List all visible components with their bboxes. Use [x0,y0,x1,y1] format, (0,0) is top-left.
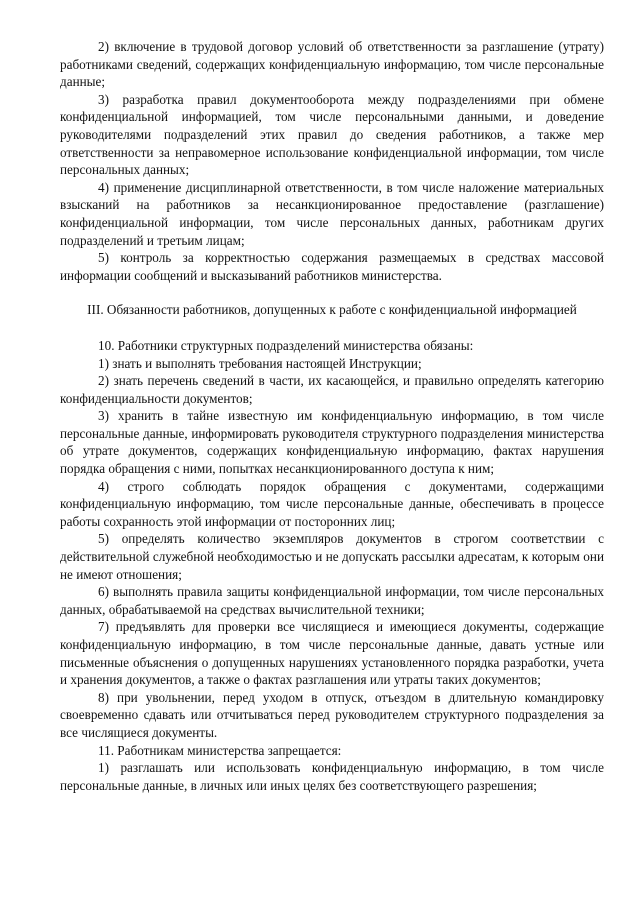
paragraph: 7) предъявлять для проверки все числящиеся и имеющиеся документы, содержащие конфиденциальную информацию, в том числе персональные данные, давать устные или письменные объяснения о допущенных нарушениях установленного порядка разработки, учета и хранения документов, а также о фактах разглашения или утраты таких документов; [60,619,604,688]
paragraph: 11. Работникам министерства запрещается: [98,742,342,758]
paragraph: 2) включение в трудовой договор условий об ответственности за разглашение (утрату) работниками сведений, содержащих конфиденциальную информацию, том числе персональные данные; [60,39,604,90]
paragraph: 4) строго соблюдать порядок обращения с документами, содержащими конфиденциальную информацию, том числе персональные данные, обеспечивать в процессе работы сохранность этой информации от посторонних лиц; [60,478,604,529]
paragraph: 5) определять количество экземпляров документов в строгом соответствии с действительной служебной необходимостью и не допускать рассылки адресатам, к которым они не имеют отношения; [60,531,604,582]
paragraph: 2) знать перечень сведений в части, их касающейся, и правильно определять категорию конфиденциальности документов; [60,373,604,406]
paragraph: 8) при увольнении, перед уходом в отпуск, отъездом в длительную командировку своевременно сдавать или отчитываться перед руководителем структурного подразделения за все числящиеся документы. [60,689,604,740]
paragraph: 6) выполнять правила защиты конфиденциальной информации, том числе персональных данных, обрабатываемой на средствах вычислительной техники; [60,584,604,617]
paragraph: 1) разглашать или использовать конфиденциальную информацию, в том числе персональные данные, в личных или иных целях без соответствующего разрешения; [60,760,604,793]
paragraphs-after [60,337,604,794]
paragraph: 3) разработка правил документооборота между подразделениями при обмене конфиденциальной информацией, том числе персональными данными, и доведение руководителями подразделений этих правил до сведения работников, а также мер ответственности за неправомерное использование конфиденциальной информации, том числе персональных данных; [60,91,604,178]
paragraph: 1) знать и выполнять требования настоящей Инструкции; [98,355,422,371]
paragraphs-before [60,38,604,284]
paragraph: 4) применение дисциплинарной ответственности, в том числе наложение материальных взысканий на работников за несанкционированное предоставление (разглашение) конфиденциальной информации, том числе персональных данных, работникам других подразделений и третьим лицам; [60,179,604,248]
section-heading: III. Обязанности работников, допущенных к работе с конфиденциальной информацией [87,302,577,318]
paragraph: 10. Работники структурных подразделений министерства обязаны: [98,337,474,353]
paragraph: 5) контроль за корректностью содержания размещаемых в средствах массовой информации сообщений и высказываний работников министерства. [60,250,604,283]
paragraph: 3) хранить в тайне известную им конфиденциальную информацию, в том числе персональные данные, информировать руководителя структурного подразделения министерства об утрате документов, содержащих конфиденциальную информацию, фактах нарушения порядка обращения с ними, попытках несанкционированного доступа к ним; [60,408,604,477]
